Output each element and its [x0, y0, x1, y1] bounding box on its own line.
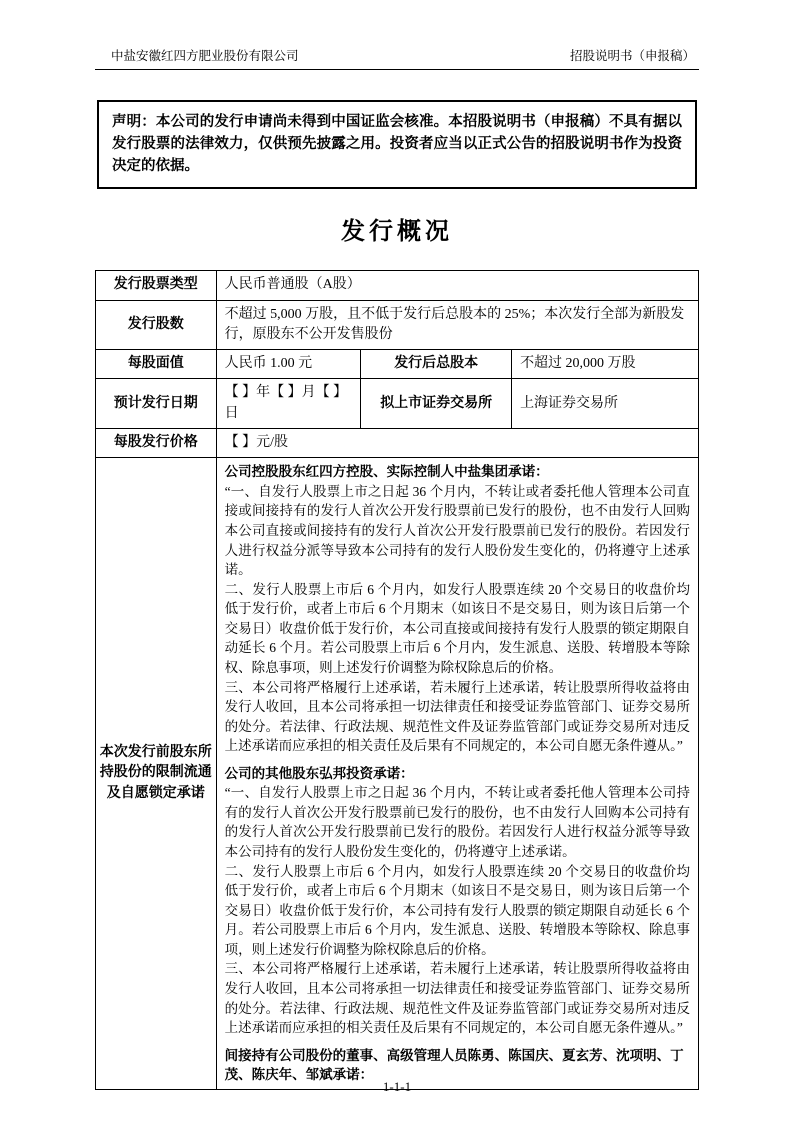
stock-type-value: 人民币普通股（A股）	[216, 271, 698, 300]
row-par-value	[96, 350, 699, 379]
row-stock-type	[96, 271, 699, 300]
issuance-overview-table	[95, 270, 699, 1090]
lockup-label: 本次发行前股东所持股份的限制流通及自愿锁定承诺	[96, 458, 217, 1089]
issue-date-value: 【 】年【 】月【 】日	[216, 379, 361, 429]
commitment-paragraph: 二、发行人股票上市后 6 个月内，如发行人股票连续 20 个交易日的收盘价均低于发行价，或者上市后 6 个月期末（如该日不是交易日，则为该日后第一个交易日）收盘价低于发行价，本公司直接或间接持有发行人股票的锁定期限自动延长 6 个月。若公司股票上市后 6 个月内，发生派息、送股、转增股本等除权、除息事项，则上述发行价调整为除权除息后的价格。	[224, 581, 690, 675]
share-count-value: 不超过 5,000 万股，且不低于发行后总股本的 25%；本次发行全部为新股发行，原股东不公开发售股份	[216, 300, 698, 350]
page-number: 1-1-1	[382, 1079, 412, 1094]
lockup-content	[216, 458, 698, 1089]
row-share-count	[96, 300, 699, 350]
share-count-label: 发行股数	[96, 300, 217, 350]
commitment-paragraph: 二、发行人股票上市后 6 个月内，如发行人股票连续 20 个交易日的收盘价均低于发行价，或者上市后 6 个月期末（如该日不是交易日，则为该日后第一个交易日）收盘价低于发行价，本公司持有发行人股票的锁定期限自动延长 6 个月。若公司股票上市后 6 个月内，发生派息、送股、转增股本等除权、除息事项，则上述发行价调整为除权除息后的价格。	[224, 863, 690, 957]
row-lockup-commitment	[96, 458, 699, 1089]
commitment-paragraph: 三、本公司将严格履行上述承诺，若未履行上述承诺，转让股票所得收益将由发行人收回，且本公司将承担一切法律责任和接受证券监管部门、证券交易所的处分。若法律、行政法规、规范性文件及证券监管部门或证券交易所对违反上述承诺而应承担的相关责任及后果有不同规定的，本公司自愿无条件遵从。”	[224, 961, 690, 1036]
stock-type-label: 发行股票类型	[96, 271, 217, 300]
row-issue-price	[96, 429, 699, 458]
commitment-heading-controlling-shareholder: 公司控股股东红四方控股、实际控制人中盐集团承诺：	[224, 464, 549, 480]
post-issue-capital-value: 不超过 20,000 万股	[512, 350, 699, 379]
page-header	[95, 46, 699, 70]
issue-price-value: 【 】元/股	[216, 429, 698, 458]
page-footer	[0, 1079, 794, 1095]
exchange-value: 上海证券交易所	[512, 379, 699, 429]
commitment-heading-other-shareholder: 公司的其他股东弘邦投资承诺：	[224, 765, 414, 781]
declaration-text: 声明：本公司的发行申请尚未得到中国证监会核准。本招股说明书（申报稿）不具有据以发行股票的法律效力，仅供预先披露之用。投资者应当以正式公告的招股说明书作为投资决定的依据。	[112, 114, 682, 174]
header-company-name: 中盐安徽红四方肥业股份有限公司	[111, 49, 299, 63]
exchange-label: 拟上市证券交易所	[361, 379, 512, 429]
page-title: 发行概况	[341, 219, 453, 246]
commitment-paragraph: 三、本公司将严格履行上述承诺，若未履行上述承诺，转让股票所得收益将由发行人收回，且本公司将承担一切法律责任和接受证券监管部门、证券交易所的处分。若法律、行政法规、规范性文件及证券监管部门或证券交易所对违反上述承诺而应承担的相关责任及后果有不同规定的，本公司自愿无条件遵从。”	[224, 679, 690, 754]
issue-date-label: 预计发行日期	[96, 379, 217, 429]
row-issue-date	[96, 379, 699, 429]
header-doc-type: 招股说明书（申报稿）	[569, 49, 695, 63]
commitment-heading-directors: 间接持有公司股份的董事、高级管理人员陈勇、陈国庆、夏玄芳、沈项明、丁茂、陈庆年、邹斌承诺：	[224, 1047, 684, 1083]
post-issue-capital-label: 发行后总股本	[361, 350, 512, 379]
commitment-paragraph: “一、自发行人股票上市之日起 36 个月内，不转让或者委托他人管理本公司直接或间接持有的发行人首次公开发行股票前已发行的股份，也不由发行人回购本公司直接或间接持有的发行人首次公开发行股票前已发行的股份。若因发行人进行权益分派等导致本公司持有的发行人股份发生变化的，仍将遵守上述承诺。	[224, 483, 690, 578]
declaration-box	[97, 100, 697, 189]
par-value-value: 人民币 1.00 元	[216, 350, 361, 379]
par-value-label: 每股面值	[96, 350, 217, 379]
commitment-paragraph: “一、自发行人股票上市之日起 36 个月内，不转让或者委托他人管理本公司持有的发行人首次公开发行股票前已发行的股份，也不由发行人回购本公司持有的发行人首次公开发行股票前已发行的股份。若因发行人进行权益分派等导致本公司持有的发行人股份发生变化的，仍将遵守上述承诺。	[224, 785, 690, 860]
issue-price-label: 每股发行价格	[96, 429, 217, 458]
